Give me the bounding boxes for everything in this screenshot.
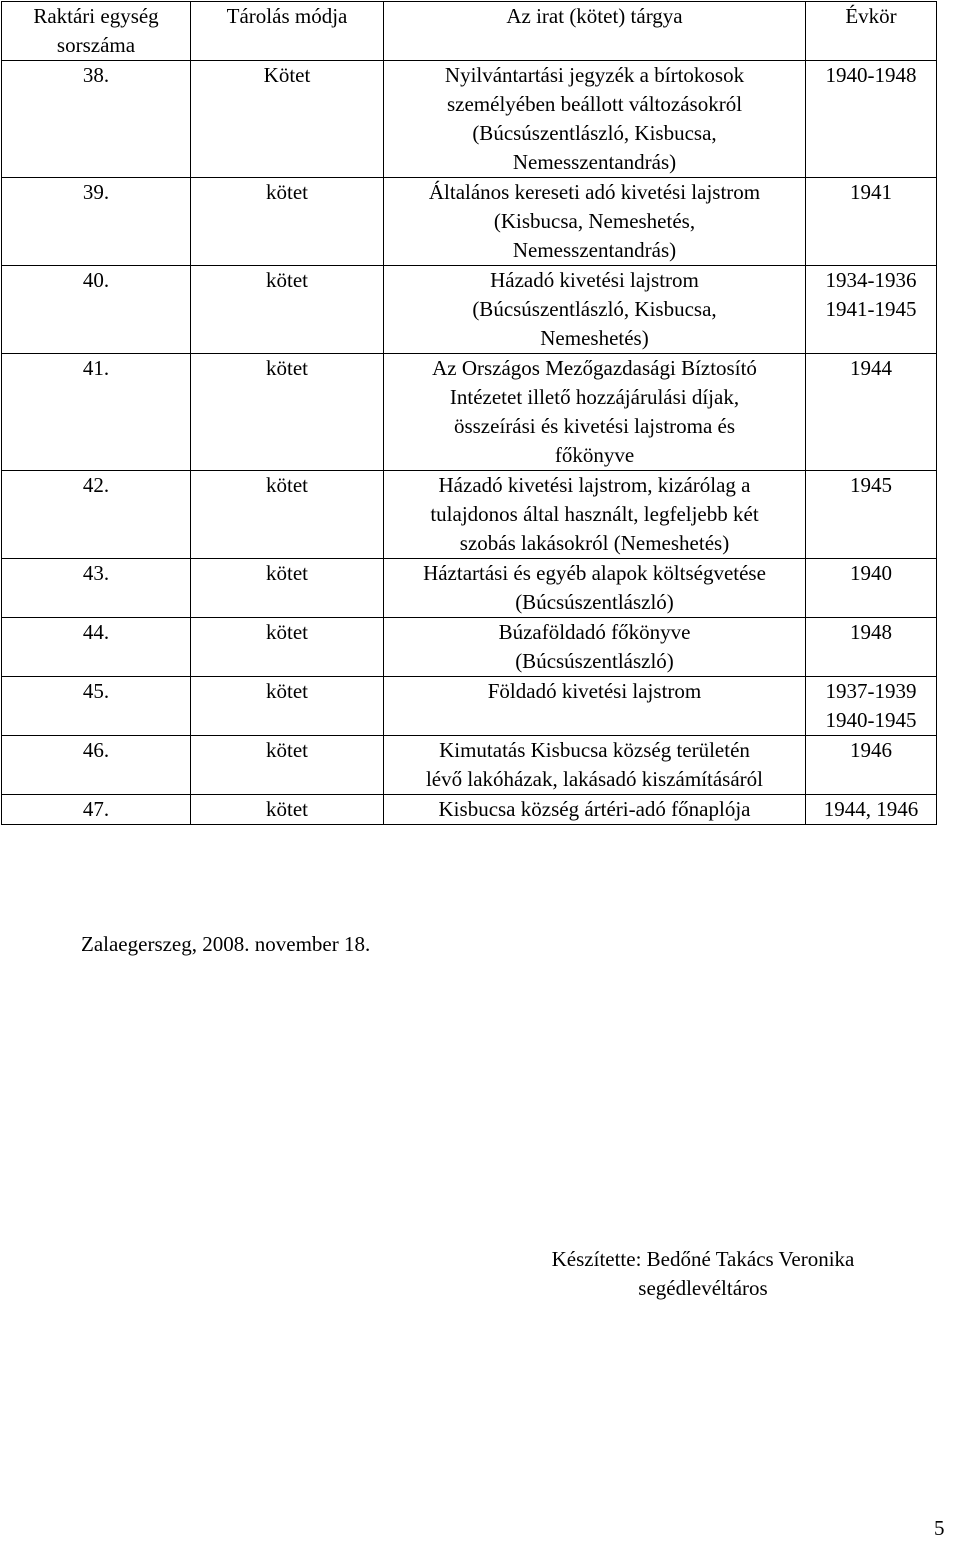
cell-unit-number: 42. [2,471,191,559]
place-and-date: Zalaegerszeg, 2008. november 18. [81,932,371,956]
cell-years [806,178,937,266]
table-row [2,471,937,559]
cell-subject [384,471,806,559]
years-line: 1944, 1946 [823,797,919,821]
years-line: 1945 [850,473,892,497]
page-number: 5 [934,1516,945,1540]
cell-storage-method: kötet [191,178,384,266]
cell-unit-number: 44. [2,618,191,677]
cell-subject [384,266,806,354]
cell-unit-number: 43. [2,559,191,618]
subject-line: személyében beállott változásokról [446,92,743,116]
years-line: 1941 [850,180,892,204]
table-body [2,61,937,825]
table-row [2,354,937,471]
years-line: 1940 [850,561,892,585]
cell-subject [384,618,806,677]
cell-unit-number: 40. [2,266,191,354]
header-storage-method: Tárolás módja [191,2,384,61]
cell-years [806,618,937,677]
cell-years [806,471,937,559]
table-row [2,61,937,178]
table-row [2,736,937,795]
subject-line: Nyilvántartási jegyzék a bírtokosok [444,63,745,87]
subject-line: (Kisbucsa, Nemeshetés, [493,209,696,233]
cell-years [806,61,937,178]
cell-subject [384,61,806,178]
subject-line: Földadó kivetési lajstrom [487,679,702,703]
cell-years [806,736,937,795]
preparer-role: segédlevéltáros [638,1276,768,1300]
table-row [2,559,937,618]
years-line: 1948 [850,620,892,644]
cell-storage-method: kötet [191,618,384,677]
cell-storage-method: kötet [191,471,384,559]
cell-unit-number: 39. [2,178,191,266]
cell-subject [384,795,806,825]
table-row [2,618,937,677]
subject-line: Búzaföldadó főkönyve [498,620,691,644]
cell-unit-number: 45. [2,677,191,736]
years-line: 1934-1936 [825,268,917,292]
cell-subject [384,559,806,618]
subject-line: Házadó kivetési lajstrom, kizárólag a [438,473,751,497]
years-line: 1940-1945 [825,708,917,732]
cell-unit-number: 38. [2,61,191,178]
table-row [2,677,937,736]
years-line: 1941-1945 [825,297,917,321]
cell-storage-method: kötet [191,266,384,354]
subject-line: Intézetet illető hozzájárulási díjak, [449,385,740,409]
cell-storage-method: kötet [191,559,384,618]
prepared-by-block [500,1245,906,1303]
header-unit-number: Raktári egység sorszáma [2,2,191,61]
subject-line: Házadó kivetési lajstrom [490,268,699,292]
cell-storage-method: Kötet [191,61,384,178]
subject-line: szobás lakásokról (Nemeshetés) [459,531,730,555]
archive-inventory-table [1,1,937,825]
years-line: 1944 [850,356,892,380]
subject-line: Nemesszentandrás) [512,238,677,262]
years-line: 1937-1939 [825,679,917,703]
years-line: 1940-1948 [825,63,917,87]
subject-line: Általános kereseti adó kivetési lajstrom [428,180,761,204]
table-row [2,266,937,354]
subject-line: Háztartási és egyéb alapok költségvetése [423,561,766,585]
subject-line: Kisbucsa község ártéri-adó főnaplója [438,797,751,821]
cell-years [806,559,937,618]
table-header-row [2,2,937,61]
subject-line: (Búcsúszentlászló) [515,649,674,673]
cell-years [806,354,937,471]
table-row [2,178,937,266]
subject-line: Az Országos Mezőgazdasági Bíztosító [432,356,757,380]
cell-years [806,266,937,354]
subject-line: Nemeshetés) [540,326,649,350]
header-years: Évkör [806,2,937,61]
cell-storage-method: kötet [191,795,384,825]
subject-line: főkönyve [554,443,635,467]
cell-years [806,795,937,825]
cell-subject [384,354,806,471]
cell-subject [384,178,806,266]
table-row [2,795,937,825]
cell-storage-method: kötet [191,677,384,736]
prepared-by: Készítette: Bedőné Takács Veronika [551,1247,855,1271]
cell-subject [384,736,806,795]
subject-line: (Búcsúszentlászló, Kisbucsa, [472,121,717,145]
cell-storage-method: kötet [191,736,384,795]
cell-unit-number: 41. [2,354,191,471]
subject-line: összeírási és kivetési lajstroma és [453,414,736,438]
cell-unit-number: 47. [2,795,191,825]
cell-years [806,677,937,736]
subject-line: Nemesszentandrás) [512,150,677,174]
subject-line: lévő lakóházak, lakásadó kiszámításáról [425,767,764,791]
header-subject: Az irat (kötet) tárgya [384,2,806,61]
years-line: 1946 [850,738,892,762]
cell-subject [384,677,806,736]
subject-line: Kimutatás Kisbucsa község területén [439,738,750,762]
subject-line: tulajdonos által használt, legfeljebb két [430,502,759,526]
cell-unit-number: 46. [2,736,191,795]
subject-line: (Búcsúszentlászló) [515,590,674,614]
subject-line: (Búcsúszentlászló, Kisbucsa, [472,297,717,321]
cell-storage-method: kötet [191,354,384,471]
